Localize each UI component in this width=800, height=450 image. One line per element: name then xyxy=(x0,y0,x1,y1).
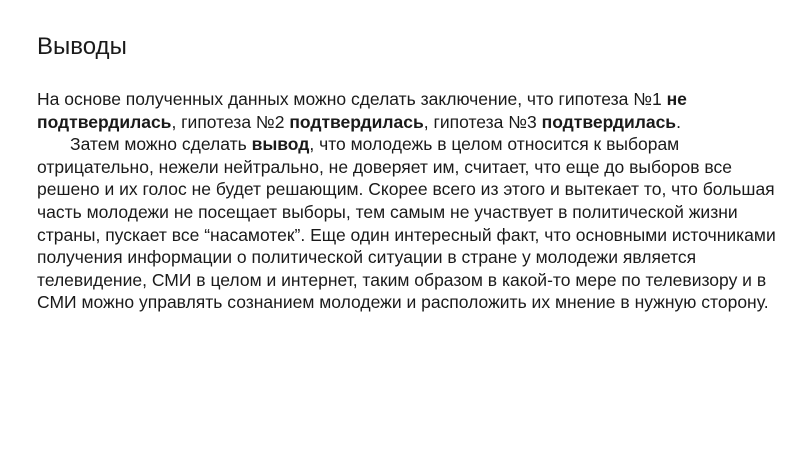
bold-text-confirmed-2: подтвердилась xyxy=(289,111,424,132)
text-run: На основе полученных данных можно сделать заключение, что гипотеза №1 xyxy=(37,89,667,109)
conclusion-paragraph-hypotheses xyxy=(37,88,777,133)
text-run: , гипотеза №3 xyxy=(423,111,542,132)
text-run: , что молодежь в целом относится к выборам отрицательно, нежели нейтрально, не доверяет им, считает, что еще до выборов все решено и их голос не будет решающим. Скорее всего из этого и вытекает то, что большая часть молодежи не посещает выборы, тем самым не участвует в политической жизни страны, пускает все “насамотек”. Еще один интересный факт, что основными источниками получения информации о политической ситуации в стране у молодежи является телевидение, СМИ в целом и интернет, таким образом в какой-то мере по телевизору и в СМИ можно управлять сознанием молодежи и расположить их мнение в нужную сторону. xyxy=(37,134,776,313)
text-run: Затем можно сделать xyxy=(70,134,252,155)
text-run: , гипотеза №2 xyxy=(171,111,290,132)
slide-body xyxy=(37,88,777,314)
text-run: . xyxy=(676,111,681,132)
slide-title: Выводы xyxy=(37,33,127,60)
bold-text-conclusion: вывод xyxy=(251,134,310,155)
bold-text-confirmed-3: подтвердилась xyxy=(541,111,677,132)
conclusion-paragraph-findings xyxy=(37,133,777,314)
bold-text-not-confirmed: не подтвердилась xyxy=(37,89,687,132)
